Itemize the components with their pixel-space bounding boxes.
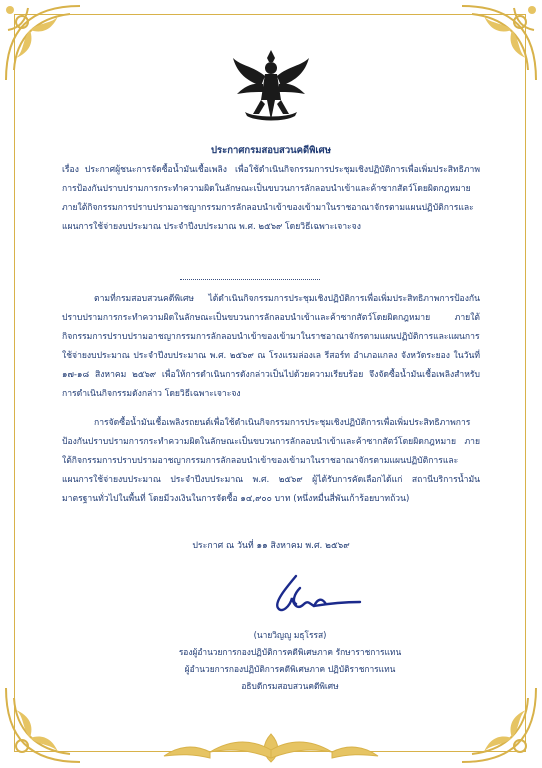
subject-block	[62, 161, 480, 237]
signature-icon	[256, 568, 366, 622]
subject-label: เรื่อง	[62, 165, 79, 175]
corner-ornament-icon	[0, 682, 86, 768]
signer-position-2: ผู้อำนวยการกองปฏิบัติการคดีพิเศษภาค ปฏิบัติราชการแทน	[184, 664, 396, 674]
corner-ornament-icon	[0, 0, 86, 86]
signatory-block	[160, 627, 420, 695]
bottom-ornament-icon	[150, 730, 392, 764]
body-paragraph-1: ตามที่กรมสอบสวนคดีพิเศษ ได้ดำเนินกิจกรรมการประชุมเชิงปฏิบัติการเพื่อเพิ่มประสิทธิภาพการป้องกันปราบปรามการกระทำความผิดในลักษณะเป็นขบวนการลักลอบนำเข้าและค้าซากสัตว์โดยผิดกฎหมาย ภายใต้กิจกรรมการปราบปรามอาชญากรรมการลักลอบนำเข้าของเข้ามาในราชอาณาจักรตามแผนปฏิบัติการและแผนการใช้จ่ายงบประมาณ ประจำปีงบประมาณ พ.ศ. ๒๕๖๙ ณ โรงแรมล่องเล รีสอร์ท อำเภอแกลง จังหวัดระยอง ในวันที่ ๑๗-๑๘ สิงหาคม ๒๕๖๙ เพื่อให้การดำเนินการดังกล่าวเป็นไปด้วยความเรียบร้อย จึงจัดซื้อน้ำมันเชื้อเพลิงสำหรับการดำเนินกิจกรรมดังกล่าว โดยวิธีเฉพาะเจาะจง	[62, 294, 480, 399]
signer-name: (นายวิญญู มธุโรรส)	[253, 630, 327, 640]
body-paragraph-2: การจัดซื้อน้ำมันเชื้อเพลิงรถยนต์เพื่อใช้ดำเนินกิจกรรมการประชุมเชิงปฏิบัติการเพื่อเพิ่มประสิทธิภาพการป้องกันปราบปรามการกระทำความผิดในลักษณะเป็นขบวนการลักลอบนำเข้าและค้าซากสัตว์โดยผิดกฎหมาย ภายใต้กิจกรรมการปราบปรามอาชญากรรมการลักลอบนำเข้าของเข้ามาในราชอาณาจักรตามแผนปฏิบัติการและแผนการใช้จ่ายงบประมาณ ประจำปีงบประมาณ พ.ศ. ๒๕๖๙ ผู้ได้รับการคัดเลือกได้แก่ สถานีบริการน้ำมันมาตรฐานทั่วไปในพื้นที่ โดยมีวงเงินในการจัดซื้อ ๑๔,๙๐๐ บาท (หนึ่งหมื่นสี่พันเก้าร้อยบาทถ้วน)	[62, 418, 480, 504]
announcement-date: ประกาศ ณ วันที่ ๑๑ สิงหาคม พ.ศ. ๒๕๖๙	[192, 541, 350, 551]
corner-ornament-icon	[456, 0, 542, 86]
announcement-title: ประกาศกรมสอบสวนคดีพิเศษ	[211, 145, 331, 156]
signer-position-1: รองผู้อำนวยการกองปฏิบัติการคดีพิเศษภาค รักษาราชการแทน	[178, 647, 402, 657]
garuda-emblem-icon	[231, 48, 311, 126]
divider-line	[180, 279, 320, 280]
signer-position-3: อธิบดีกรมสอบสวนคดีพิเศษ	[241, 681, 339, 691]
subject-text: ประกาศผู้ชนะการจัดซื้อน้ำมันเชื้อเพลิง เพื่อใช้ดำเนินกิจกรรมการประชุมเชิงปฏิบัติการเพื่อเพิ่มประสิทธิภาพการป้องกันปราบปรามการกระทำความผิดในลักษณะเป็นขบวนการลักลอบนำเข้าและค้าซากสัตว์โดยผิดกฎหมาย ภายใต้กิจกรรมการปราบปรามอาชญากรรมการลักลอบนำเข้าของเข้ามาในราชอาณาจักรตามแผนปฏิบัติการและแผนการใช้จ่ายงบประมาณ ประจำปีงบประมาณ พ.ศ. ๒๕๖๙ โดยวิธีเฉพาะเจาะจง	[62, 165, 480, 232]
corner-ornament-icon	[456, 682, 542, 768]
